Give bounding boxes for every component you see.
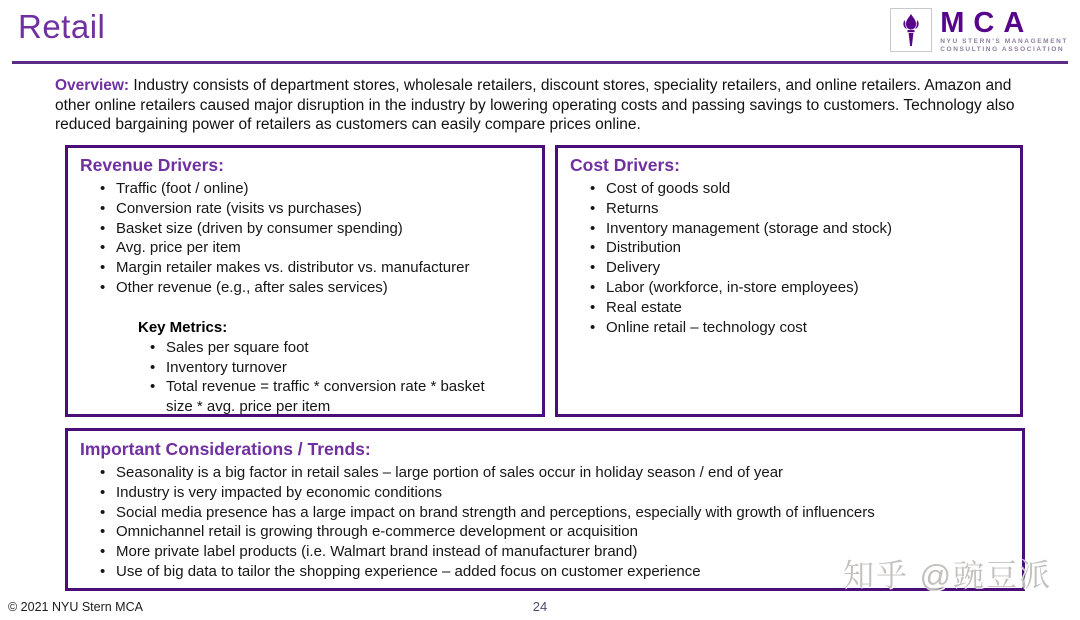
bullet-item: • Sales per square foot [150,338,504,358]
torch-icon [890,8,932,52]
bullet-item: • Seasonality is a big factor in retail sales – large portion of sales occur in holiday season / end of year [100,463,1012,483]
bullet-item: • More private label products (i.e. Walmart brand instead of manufacturer brand) [100,542,1012,562]
bullet-item: • Inventory turnover [150,358,504,378]
bullet-item: • Traffic (foot / online) [100,179,532,199]
overview-text: Industry consists of department stores, wholesale retailers, discount stores, speciality retailers, and online retailers. Amazon and other online retailers caused major disruption in the industry by lowering operating costs and passing savings to customers. Technology also reduced bargaining power of retailers as customers can easily compare prices online. [55,77,1015,134]
watermark: 知乎 @豌豆派 [843,558,1053,593]
logo-subline-2: CONSULTING ASSOCIATION [940,46,1065,53]
revenue-drivers-heading: Revenue Drivers: [80,155,224,175]
cost-drivers-box [555,145,1023,417]
bullet-item: • Industry is very impacted by economic conditions [100,483,1012,503]
bullet-item: • Conversion rate (visits vs purchases) [100,199,532,219]
page-title: Retail [18,8,106,45]
key-metrics-heading: Key Metrics: [138,318,228,336]
bullet-item: • Use of big data to tailor the shopping experience – added focus on customer experience [100,562,1012,582]
bullet-item: • Online retail – technology cost [590,318,1010,338]
bullet-item: • Labor (workforce, in-store employees) [590,278,1010,298]
bullet-item: • Distribution [590,238,1010,258]
bullet-item: • Inventory management (storage and stock) [590,219,1010,239]
bullet-item: • Delivery [590,258,1010,278]
bullet-item: • Total revenue = traffic * conversion rate * basket size * avg. price per item [150,377,504,417]
bullet-item: • Cost of goods sold [590,179,1010,199]
footer-copyright: © 2021 NYU Stern MCA [8,600,143,614]
overview-label: Overview: [55,77,130,94]
key-metrics-section [138,319,532,417]
revenue-drivers-box [65,145,545,417]
bullet-item: • Real estate [590,298,1010,318]
logo-subline-1: NYU STERN'S MANAGEMENT [940,38,1068,45]
cost-drivers-list [570,179,1010,337]
header-divider [12,61,1068,64]
bullet-item: • Margin retailer makes vs. distributor vs. manufacturer [100,258,532,278]
cost-drivers-heading: Cost Drivers: [570,155,680,175]
bullet-item: • Returns [590,199,1010,219]
logo-acronym: MCA [940,7,1034,39]
page-number: 24 [532,599,548,614]
bullet-item: • Avg. price per item [100,238,532,258]
mca-logo [890,8,1068,54]
considerations-heading: Important Considerations / Trends: [80,439,371,459]
bullet-item: • Basket size (driven by consumer spending) [100,219,532,239]
bullet-item: • Other revenue (e.g., after sales services) [100,278,532,298]
bullet-item: • Social media presence has a large impact on brand strength and perceptions, especially with growth of influencers [100,503,1012,523]
logo-text [940,8,1068,54]
bullet-item: • Omnichannel retail is growing through e-commerce development or acquisition [100,522,1012,542]
revenue-drivers-list [80,179,532,298]
overview-paragraph [55,76,1045,135]
key-metrics-list [138,338,504,417]
